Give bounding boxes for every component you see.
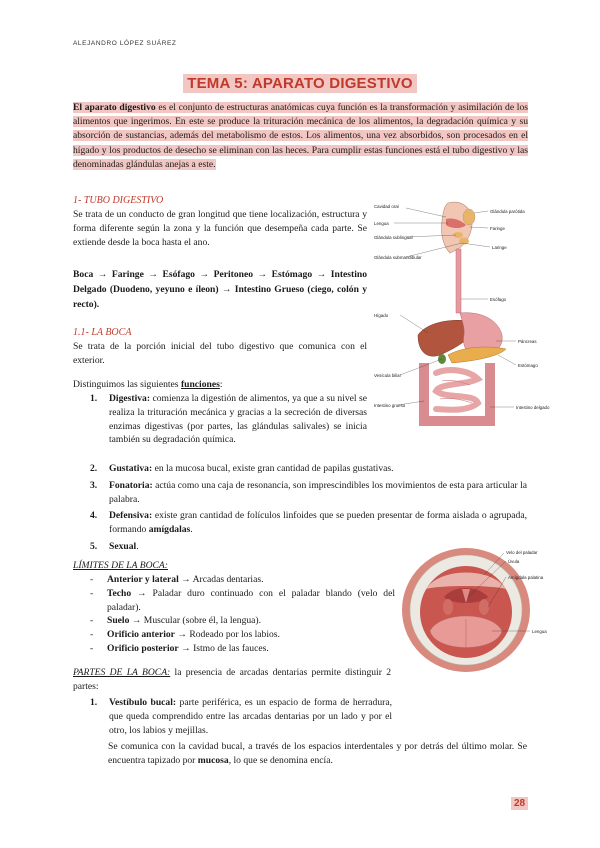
functions-list-a [90, 392, 367, 447]
limit-text: → Rodeado por los labios. [174, 629, 280, 641]
digestive-system-diagram [370, 195, 550, 430]
intro-text: es el conjunto de estructuras anatómicas cuya función es la transformación y asimilación de los alimentos que ingerimos. En este se produce la trituración mecánica de los alimentos, la degradación química y su absorción de sustancias, además del metabolismo de estos. Los alimentos, una vez absorbidos, son procesados en el hígado y los productos de desecho se eliminan con las heces. Para cumplir estas funciones está el tubo digestivo y las denominadas glándulas anejas a este. [73, 102, 528, 170]
functions-list-b [90, 462, 527, 554]
function-num: 2. [90, 463, 98, 474]
limit-text: → Muscular (sobre él, la lengua). [129, 615, 262, 627]
section1-heading: 1- TUBO DIGESTIVO [73, 195, 164, 206]
parts-list [90, 696, 392, 737]
page-number: 28 [511, 797, 528, 810]
part-text: parte periférica, es un espacio de forma de herradura, que queda comprendido entre las arcadas dentarias por un lado y por el otro, los labios y mejillas. [109, 697, 392, 736]
function-item [90, 509, 527, 537]
page-title-wrap [0, 74, 600, 93]
parts-intro-text: la presencia de arcadas dentarias permite distinguir 2 partes: [73, 667, 391, 692]
function-name: Fonatoria: [109, 479, 153, 491]
label-faringe: Faringe [490, 226, 505, 231]
label-laringe: Laringe [492, 245, 507, 250]
functions-intro [73, 378, 373, 392]
limit-text: → Istmo de las fauces. [178, 642, 269, 654]
function-text: existe gran cantidad de folículos linfoides que se pueden presentar de forma aislada o agrupada, formando [109, 510, 527, 536]
part-cont-post: , lo que se denomina encía. [228, 754, 333, 766]
functions-intro-pre: Distinguimos las siguientes [73, 379, 181, 390]
label-lengua: Lengua [374, 221, 389, 226]
parts-heading: PARTES DE LA BOCA: [73, 667, 171, 678]
parts-item1-continued [108, 740, 527, 768]
author-header: ALEJANDRO LÓPEZ SUÁREZ [73, 40, 177, 47]
limit-item: - Techo → Paladar duro continuado con el paladar blando (velo del paladar). [90, 587, 395, 613]
function-item [90, 462, 527, 476]
section11-paragraph: Se trata de la porción inicial del tubo digestivo que comunica con el exterior. [73, 341, 367, 366]
label-higado: Hígado [374, 313, 389, 318]
function-name: Gustativa: [109, 463, 153, 474]
label-amigdala: Amígdala palatina [508, 575, 544, 580]
intro-bold: El aparato digestivo [73, 102, 156, 113]
limits-list-wrap [90, 573, 395, 656]
functions-intro-word: funciones [180, 379, 220, 390]
parts-intro [73, 666, 391, 694]
function-text: en la mucosa bucal, existe gran cantidad de papilas gustativas. [152, 463, 394, 474]
part-cont-pre: Se comunica con la cavidad bucal, a través de los espacios interdentales y por detrás del último molar. Se encuentra tapizado por [108, 741, 527, 766]
limit-name: Techo [107, 587, 132, 599]
limit-name: Orificio anterior [107, 629, 175, 641]
label-esofago: Esófago [490, 297, 507, 302]
function-tail: . [190, 524, 193, 536]
label-velo-paladar: Velo del paladar [506, 550, 538, 555]
digestive-path: Boca → Faringe → Esófago → Peritoneo → Estómago → Intestino Delgado (Duodeno, yeyuno e íleon) → Intestino Grueso (ciego, colón y recto). [73, 269, 367, 310]
limit-name: Orificio posterior [107, 642, 179, 654]
limit-text: → Arcadas dentarias. [178, 574, 264, 585]
page-title: TEMA 5: APARATO DIGESTIVO [183, 74, 417, 93]
part-num: 1. [90, 697, 98, 708]
intro-paragraph [73, 101, 528, 172]
function-num: 1. [90, 393, 98, 404]
function-item [90, 392, 367, 447]
label-glandula-parotida: Glándula parótida [490, 209, 525, 214]
limit-name: Suelo [107, 615, 130, 627]
intro-highlight [73, 102, 528, 170]
function-text: comienza la digestión de alimentos, ya que a su nivel se realiza la trituración mecánica y gracias a la secreción de diversas enzimas digestivas (por partes, las glándulas salivales) se inicia también su degradación química. [109, 393, 367, 446]
label-intestino-delgado: Intestino delgado [516, 405, 550, 410]
parts-item1 [90, 696, 392, 737]
functions-list-rest [90, 462, 527, 554]
label-glandula-submandibular: Glándula submandibular [374, 255, 422, 260]
label-pancreas: Páncreas [518, 339, 537, 344]
function-name: Digestiva: [109, 393, 151, 404]
label-vesicula-biliar: Vesícula biliar [374, 373, 402, 378]
function-text: actúa como una caja de resonancia, son imprescindibles los movimientos de esta para articular la palabra. [109, 479, 527, 505]
function-num: 5. [90, 540, 98, 552]
label-intestino-grueso: Intestino grueso [374, 403, 406, 408]
function-name: Defensiva: [109, 510, 153, 522]
function-item [90, 479, 527, 507]
label-uvula: Úvula [508, 559, 520, 564]
limit-text: → Paladar duro continuado con el paladar blando (velo del paladar). [107, 587, 395, 613]
limit-item: - Orificio posterior → Istmo de las fauces. [90, 642, 269, 654]
function-num: 3. [90, 479, 98, 491]
limit-item: - Suelo → Muscular (sobre él, la lengua). [90, 615, 262, 627]
section1-paragraph: Se trata de un conducto de gran longitud que tiene localización, estructura y forma diferente según la zona y la función que desempeña cada parte. Se extiende desde la boca hasta el ano. [73, 209, 367, 248]
section11-heading: 1.1- LA BOCA [73, 327, 132, 338]
part-name: Vestíbulo bucal: [109, 697, 177, 708]
limits-list [90, 573, 395, 656]
label-glandula-sublingual: Glándula sublingual [374, 235, 413, 240]
function-num: 4. [90, 510, 98, 522]
function-text: . [136, 540, 139, 552]
part-cont-bold: mucosa [197, 754, 229, 766]
part-item [90, 696, 392, 737]
limit-item: - Orificio anterior → Rodeado por los labios. [90, 629, 280, 641]
limit-name: Anterior y lateral [107, 574, 179, 585]
limit-item: - Anterior y lateral → Arcadas dentarias. [90, 574, 264, 585]
limits-heading: LÍMITES DE LA BOCA: [73, 560, 168, 571]
functions-intro-post: : [219, 379, 223, 390]
function-name: Sexual [109, 540, 137, 552]
function-extra-bold: amígdalas [148, 524, 191, 536]
label-lengua-mouth: Lengua [532, 629, 547, 634]
functions-list [90, 392, 367, 447]
mouth-diagram [400, 545, 570, 675]
label-estomago: Estómago [518, 363, 538, 368]
label-cavidad-oral: Cavidad oral [374, 204, 399, 209]
